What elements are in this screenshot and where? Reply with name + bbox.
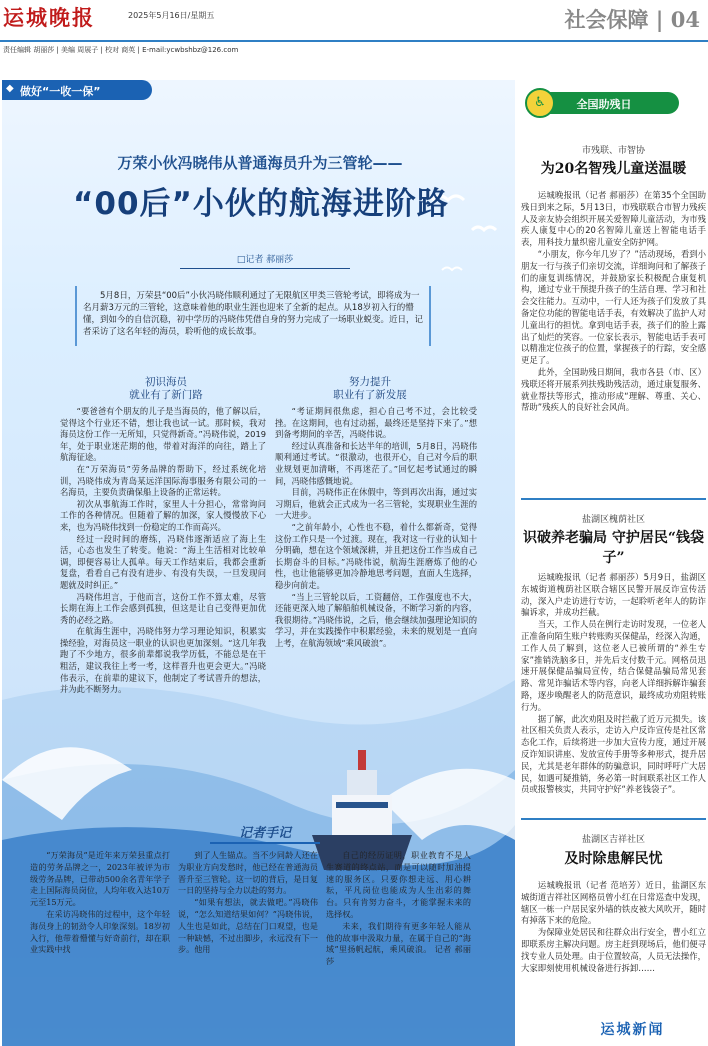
main-headline: “00后”小伙的航海进阶路 xyxy=(73,186,449,222)
paragraph: 为保障业处居民和往群众出行安全，曹小红立即联系房主解决问题。房主赶到现场后，他们便寻找专业人员处理。由于位置较高，人员无法操作，大家即刻使用机械设备进行拆卸…… xyxy=(521,927,706,973)
reporter-notes-title: 记者手记 xyxy=(210,822,320,844)
paragraph: 运城晚报讯（记者 郝丽莎）在第35个全国助残日到来之际，5月13日，市残联联合市智力残疾人及亲友协会组织开展关爱智障儿童活动，为市残疾人康复中心的20名智障儿童送上智能电话手表，用科技力量织密儿童安全防护网。 xyxy=(521,190,706,248)
subhead-2 xyxy=(290,376,450,402)
article-1-headline: 为20名智残儿童送温暖 xyxy=(540,161,687,177)
section-name: 社会保障 xyxy=(564,7,649,32)
newspaper-logo: 运城晚报 xyxy=(3,5,95,30)
paragraph: 目前，冯晓伟正在休假中，等到再次出海，通过实习期后，他就会正式成为一名三管轮，实现职业生涯的一大进步。 xyxy=(275,487,477,521)
divider xyxy=(521,818,706,820)
paragraph: “万荣海员”是近年来万荣县重点打造的劳务品牌之一，2023年被评为市级劳务品牌，已带动500余名青年学子走上国际海员岗位，人均年收入达10万元至15万元。 xyxy=(30,850,170,908)
notes-column-1 xyxy=(30,850,170,1040)
paragraph: 到了人生锚点。当不少同龄人还在为职业方向发愁时，他已经在普通海员晋升至三管轮。这一切的背后，是日复一日的坚持与全力以赴的努力。 xyxy=(178,850,318,896)
paragraph: 运城晚报讯（记者 郝丽莎）5月9日，盐湖区东城街道槐荫社区联合辖区民警开展反诈宣传活动，深入户走访进行专访，一起聆听老年人的防诈骗诉求，并成功拦截。 xyxy=(521,572,706,618)
watermark: 运城新闻 xyxy=(560,1014,705,1042)
article-column-1 xyxy=(60,406,266,736)
notes-column-2 xyxy=(178,850,318,1040)
page-number: 04 xyxy=(670,7,700,32)
issue-date: 2025年5月16日/星期五 xyxy=(128,11,215,20)
paragraph: 冯晓伟坦言，于他而言，这份工作不算太难，尽管长期在海上工作会感到孤独，但这是让自己变得更加优秀的必经之路。 xyxy=(60,591,266,625)
paragraph: 自己的经历证明，职业教育不是人生赛道的终点站，而是可以随时加油提速的服务区。只要你想走远、用心耕耘，平凡岗位也能成为人生出彩的舞台。只有肯努力奋斗，才能掌握未来的选择权。 xyxy=(326,850,471,919)
paragraph: 经过认真准备和长达半年的培训，5月8日，冯晓伟顺利通过考试。“很激动，也很开心，自己对今后的职业规划更加清晰，不再迷茫了。”回忆起考试通过的瞬间，冯晓伟感慨地说。 xyxy=(275,440,477,486)
paragraph: 此外，全国助残日期间，我市各县（市、区）残联还将开展系列扶残助残活动，通过康复服务、就业帮扶等形式，推动形成“理解、尊重、关心、帮助”残疾人的良好社会风尚。 xyxy=(521,366,706,413)
divider xyxy=(521,498,706,500)
article-2-kicker: 盐湖区槐荫社区 xyxy=(581,515,645,525)
kicker-headline: 万荣小伙冯晓伟从普通海员升为三管轮—— xyxy=(117,154,403,172)
paragraph: “要爸爸有个朋友的儿子是当海员的，他了解以后，觉得这个行业还不错，想让我也试一试。那时候，我对海员这份工作一无所知，只觉得新奇。”冯晓伟说，2019年，处于职业迷茫期的他，带着对海洋的向往，踏上了航海征途。 xyxy=(60,406,266,463)
notes-column-3 xyxy=(326,850,471,1040)
paragraph: 据了解，此次劝阻及时拦截了近万元损失。该社区相关负责人表示，走访入户反诈宣传是社区常态化工作，后续将进一步加大宣传力度，通过开展反诈知识讲座、发放宣传手册等多种形式，提升居民，尤其是老年群体的防骗意识，同时呼吁广大居民，如遇可疑推销，务必第一时间联系社区工作人员或报警核实，共同守护好“养老钱袋子”。 xyxy=(521,713,706,795)
paragraph: “当上三管轮以后，工资翻倍，工作强度也不大，还能更深入地了解船舶机械设备，不断学习新的内容，我很期待。”冯晓伟说，之后，他会继续加强理论知识的学习，并在实践操作中积累经验，未来的规划是一直向上考，在航海领域“乘风破浪”。 xyxy=(275,591,477,648)
subhead-1 xyxy=(86,376,246,402)
lead-paragraph: 5月8日，万荣县“00后”小伙冯晓伟顺利通过了无限航区甲类三管轮考试，即将成为一名月薪3万元的三管轮，这意味着他的职业生涯也迎来了全新的起点。从18岁初入行的懵懂，到如今的自信沉稳，初中学历的冯晓伟凭借自身的努力完成了一场职业蜕变。近日，记者采访了这名年轻的海员，聆听他的成长故事。 xyxy=(75,286,431,346)
article-3-headline: 及时除患解民忧 xyxy=(564,851,663,867)
paragraph: 未来，我们期待有更多年轻人能从他的故事中汲取力量，在属于自己的“海域”里扬帆起航，乘风破浪。 记者 郝丽莎 xyxy=(326,920,471,967)
byline: □记者 郝丽莎 xyxy=(180,252,350,269)
masthead xyxy=(0,0,708,42)
paragraph: 运城晚报讯（记者 范培芳）近日，盐湖区东城街道吉祥社区网格员曾小红在日常巡查中发现，辖区一栋一户居民家外墙的铁皮被大风吹开，随时有掉落下来的危险。 xyxy=(521,880,706,926)
paragraph: 在采访冯晓伟的过程中，这个年轻海员身上的韧劲令人印象深刻。18岁初入行，他带着懵懂与好奇前行，却在职业实践中找 xyxy=(30,908,170,955)
subhead-1-line2: 就业有了新门路 xyxy=(129,389,203,401)
article-2-body xyxy=(521,572,706,810)
subhead-1-line1: 初识海员 xyxy=(145,376,187,388)
paragraph: “小朋友，你今年几岁了？”活动现场，看到小朋友一行与孩子们亲切交流，详细询问和了解孩子们的康复训练情况，并鼓励家长积极配合康复机构，通过专业干预提升孩子的生活自理、学习和社会交往能力。互动中，一行人还为孩子们发放了具备定位功能的智能电话手表，有效解决了监护人对儿童出行的担忧。拿到电话手表，孩子们的脸上露出了灿烂的笑容。一位家长表示，智能电话手表可以精准定位孩子的位置，掌握孩子的行踪，安全感更足了。 xyxy=(521,248,706,366)
section-title: 社会保障 | 04 xyxy=(565,4,701,34)
article-column-2 xyxy=(275,406,477,671)
article-2-headline: 识破养老骗局 守护居民“钱袋子” xyxy=(523,530,704,566)
disability-day-logo-icon: ♿ xyxy=(525,88,555,118)
subhead-2-line2: 职业有了新发展 xyxy=(333,389,407,401)
badge-label: 全国助残日 xyxy=(576,98,632,111)
disability-day-badge xyxy=(529,92,679,114)
subhead-2-line1: 努力提升 xyxy=(349,376,391,388)
paragraph: 在“万荣海员”劳务品牌的帮助下，经过系统化培训，冯晓伟成为青岛某远洋国际海事服务有限公司的一名海员，主要负责确保船上设备的正常运转。 xyxy=(60,463,266,498)
editor-credits: 责任编辑 胡丽莎 | 美编 周展子 | 校对 商英 | E-mail:ycwbshbz@126.com xyxy=(3,46,239,54)
paragraph: 当天，工作人员在例行走访时发现，一位老人正准备向陌生账户转账购买保健品，经深入沟通，工作人员了解到，这位老人已被所谓的“养生专家”推销洗脑多日，并先后支付数千元。网格员迅速开展保健品骗局宣传，结合保健品骗局常见套路、常见诈骗话术等内容，向老人详细拆解诈骗套路，逐步唤醒老人的防范意识，最终成功劝阻转账行为。 xyxy=(521,619,706,712)
article-1-body xyxy=(521,190,706,490)
paragraph: “之前年龄小，心性也不稳，着什么都新奇，觉得这份工作只是一个过渡。现在，我对这一行业的认知十分明确，想在这个领域深耕，并且把这份工作当成自己长期奋斗的目标。”冯晓伟说，航海生涯磨炼了他的心性，也让他能够更加冷静地思考问题，直面人生选择，稳步向前走。 xyxy=(275,521,477,590)
article-3-kicker: 盐湖区吉祥社区 xyxy=(581,835,645,845)
article-1-kicker: 市残联、市智协 xyxy=(581,146,645,156)
paragraph: “如果有想法，就去做吧。”冯晓伟说，“怎么知道结果如何？”冯晓伟说，人生也是如此，总结在门口观望，也是一种缺憾，不过出脚步，永远没有下一步。他用 xyxy=(178,897,318,955)
paragraph: 经过一段时间的磨练，冯晓伟逐渐适应了海上生活，心态也发生了转变。他说：“海上生活相对比较单调，即便容易让人孤单。每天工作结束后，我都会重新复盘，看看自己有没有进步、有没有失误，一旦发现问题就及时纠正。” xyxy=(60,533,266,590)
series-tag: ◆ 做好“一收一保” xyxy=(2,80,152,100)
paragraph: “考证期间很焦虑，担心自己考不过，会比较受挫。在这期间，也有过动摇，最终还是坚持下来了。”想到备考期间的辛苦，冯晓伟说。 xyxy=(275,406,477,440)
paragraph: 在航海生涯中，冯晓伟努力学习理论知识，积累实操经验，对海员这一职业的认识也更加深刻。“这几年我跑了不少地方，很多前辈都说我学历低，不能总是在干粗活，建议我往上考一考，这样晋升也更会更大。”冯晓伟表示，在前辈的建议下，他制定了考试晋升的想法，并为此不断努力。 xyxy=(60,626,266,695)
paragraph: 初次从事航海工作时，家里人十分担心，常常询问工作的各种情况。但随着了解的加深，家人慢慢放下心来，也为冯晓伟找到一份稳定的工作而高兴。 xyxy=(60,498,266,532)
